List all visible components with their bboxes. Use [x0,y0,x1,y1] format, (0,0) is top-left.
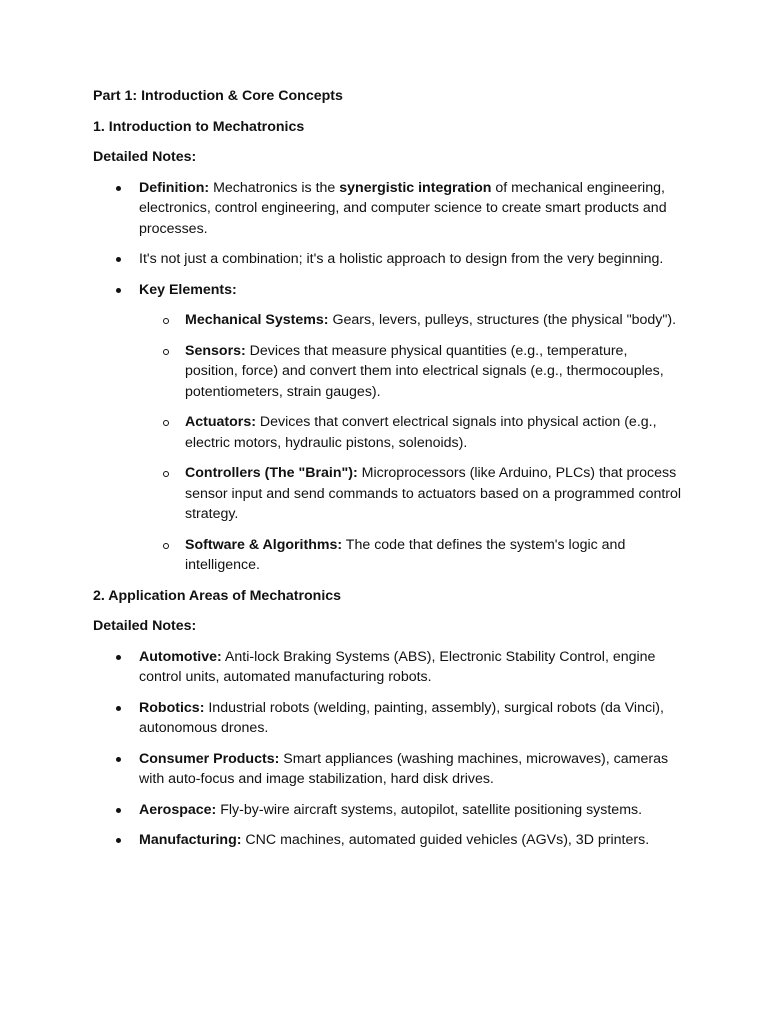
element-text: The code that defines the system's logic and intelligence. [185,536,626,573]
element-text: Devices that convert electrical signals into physical action (e.g., electric motors, hydraulic pistons, solenoids). [185,414,657,451]
section-2-list [93,647,683,851]
element-item-software [139,535,683,576]
part-title: Part 1: Introduction & Core Concepts [93,88,343,104]
holistic-item [93,249,683,270]
area-item-consumer-products [93,749,683,790]
area-text: CNC machines, automated guided vehicles (AGVs), 3D printers. [241,832,650,848]
holistic-text: It's not just a combination; it's a holistic approach to design from the very beginning. [139,251,664,267]
document-content [93,86,683,861]
section-1-list [93,178,683,576]
definition-item [93,178,683,240]
definition-text-post: of mechanical engineering, electronics, control engineering, and computer science to create smart products and processes. [139,179,667,237]
element-label: Controllers (The "Brain"): [185,465,358,481]
area-item-aerospace [93,800,683,821]
section-1-notes-label: Detailed Notes: [93,149,197,165]
element-item-controllers [139,463,683,525]
key-elements-label: Key Elements: [139,281,237,298]
area-item-robotics [93,698,683,739]
area-item-manufacturing [93,830,683,851]
key-elements-item [93,280,683,576]
area-text: Anti-lock Braking Systems (ABS), Electronic Stability Control, engine control units, automated manufacturing robots. [139,648,656,685]
key-elements-list [139,310,683,576]
element-text: Devices that measure physical quantities (e.g., temperature, position, force) and convert them into electrical signals (e.g., thermocouples, potentiometers, strain gauges). [185,342,664,400]
area-item-automotive [93,647,683,688]
definition-text-pre: Mechatronics is the [209,179,340,196]
area-label: Automotive: [139,648,222,665]
area-label: Robotics: [139,699,205,716]
section-2-heading: 2. Application Areas of Mechatronics [93,587,342,604]
element-text: Gears, levers, pulleys, structures (the physical "body"). [328,312,677,328]
element-label: Sensors: [185,342,246,359]
element-item-sensors [139,341,683,403]
area-label: Consumer Products: [139,750,280,767]
section-2-notes-label: Detailed Notes: [93,618,197,634]
definition-label: Definition: [139,179,210,196]
element-item-actuators [139,412,683,453]
element-item-mechanical [139,310,683,331]
definition-bold-term: synergistic integration [339,179,492,196]
area-label: Manufacturing: [139,832,242,848]
area-text: Fly-by-wire aircraft systems, autopilot, satellite positioning systems. [216,801,643,818]
area-text: Smart appliances (washing machines, microwaves), cameras with auto-focus and image stabilization, hard disk drives. [139,750,669,787]
element-label: Software & Algorithms: [185,536,343,553]
element-text: Microprocessors (like Arduino, PLCs) that process sensor input and send commands to actuators based on a programmed control strategy. [185,465,682,522]
area-text: Industrial robots (welding, painting, assembly), surgical robots (da Vinci), autonomous drones. [139,699,664,736]
element-label: Mechanical Systems: [185,312,329,328]
area-label: Aerospace: [139,801,217,818]
element-label: Actuators: [185,414,256,430]
section-1-heading: 1. Introduction to Mechatronics [93,118,305,135]
